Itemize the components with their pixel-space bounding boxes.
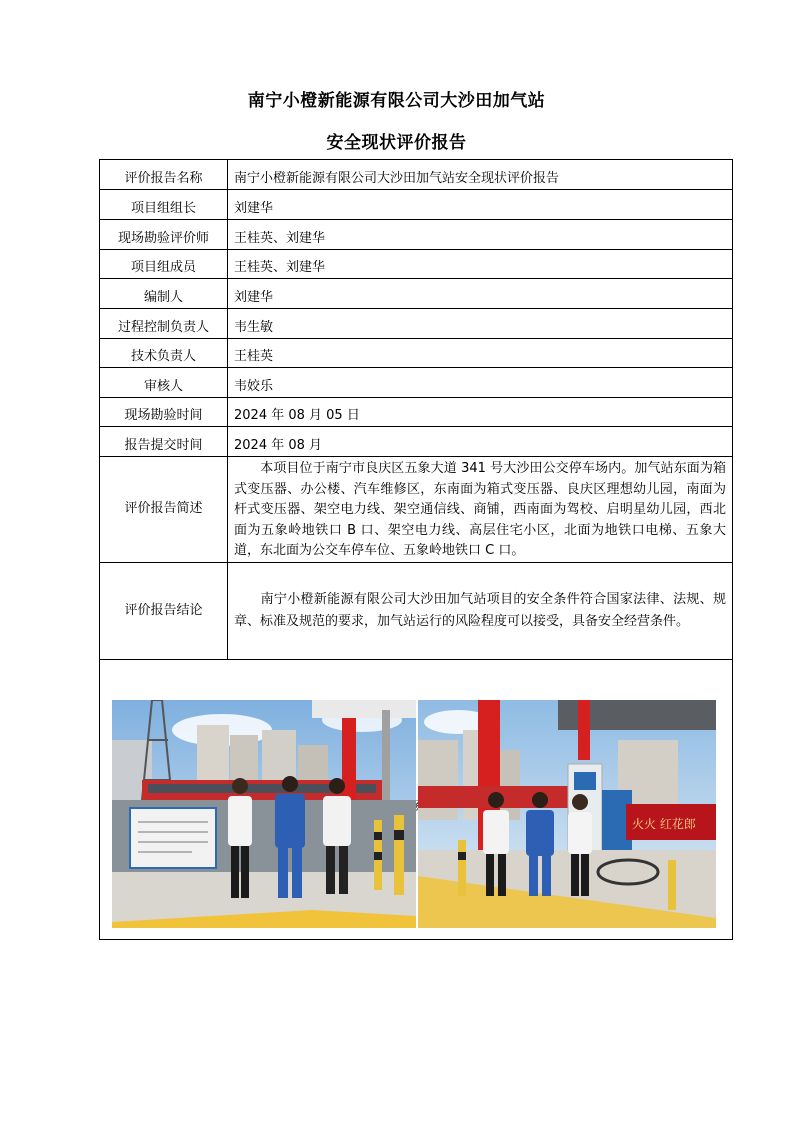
row-value: 韦姣乐: [228, 368, 733, 398]
photo-sign-text: 火火 红花郎: [632, 816, 696, 831]
table-row: [100, 562, 733, 659]
row-label: 过程控制负责人: [100, 309, 228, 339]
conclusion-text: 南宁小橙新能源有限公司大沙田加气站项目的安全条件符合国家法律、法规、规章、标准及规范的要求，加气站运行的风险程度可以接受，具备安全经营条件。: [228, 562, 733, 659]
table-row: [100, 398, 733, 427]
row-label: 评价报告名称: [100, 160, 228, 190]
table-row: [100, 339, 733, 368]
table-row: [100, 250, 733, 279]
table-row: [100, 309, 733, 339]
photo-section: [100, 659, 733, 939]
row-value: 王桂英、刘建华: [228, 220, 733, 250]
conclusion-label: 评价报告结论: [100, 562, 228, 659]
row-label: 项目组成员: [100, 250, 228, 279]
summary-text: 本项目位于南宁市良庆区五象大道 341 号大沙田公交停车场内。加气站东面为箱式变压器、办公楼、汽车维修区，东南面为箱式变压器、良庆区理想幼儿园，南面为杆式变压器、架空电力线、架空通信线、商铺，西南面为驾校、启明星幼儿园，西北面为五象岭地铁口 B 口、架空电力线、高层住宅小区，北面为地铁口电梯、五象大道，东北面为公交车停车位、五象岭地铁口 C 口。: [228, 457, 733, 563]
row-value: 刘建华: [228, 279, 733, 309]
row-value: 刘建华: [228, 190, 733, 220]
summary-label: 评价报告简述: [100, 457, 228, 563]
table-row: [100, 279, 733, 309]
row-label: 现场勘验时间: [100, 398, 228, 427]
row-label: 审核人: [100, 368, 228, 398]
table-row: [100, 220, 733, 250]
table-row: [100, 160, 733, 190]
report-title-line2: 安全现状评价报告: [326, 133, 467, 153]
site-photo-2: [418, 700, 716, 928]
row-value: 王桂英、刘建华: [228, 250, 733, 279]
row-label: 报告提交时间: [100, 427, 228, 457]
report-title-line1: 南宁小橙新能源有限公司大沙田加气站: [247, 91, 546, 111]
row-label: 项目组组长: [100, 190, 228, 220]
row-label: 编制人: [100, 279, 228, 309]
report-info-table: [99, 159, 733, 940]
table-row: [100, 190, 733, 220]
site-photo-1: [112, 700, 416, 928]
table-row: [100, 457, 733, 563]
table-row: [100, 659, 733, 939]
table-row: [100, 427, 733, 457]
row-label: 现场勘验评价师: [100, 220, 228, 250]
row-value: 南宁小橙新能源有限公司大沙田加气站安全现状评价报告: [228, 160, 733, 190]
row-label: 技术负责人: [100, 339, 228, 368]
row-value: 韦生敏: [228, 309, 733, 339]
table-row: [100, 368, 733, 398]
row-value: 2024 年 08 月 05 日: [228, 398, 733, 427]
row-value: 王桂英: [228, 339, 733, 368]
row-value: 2024 年 08 月: [228, 427, 733, 457]
